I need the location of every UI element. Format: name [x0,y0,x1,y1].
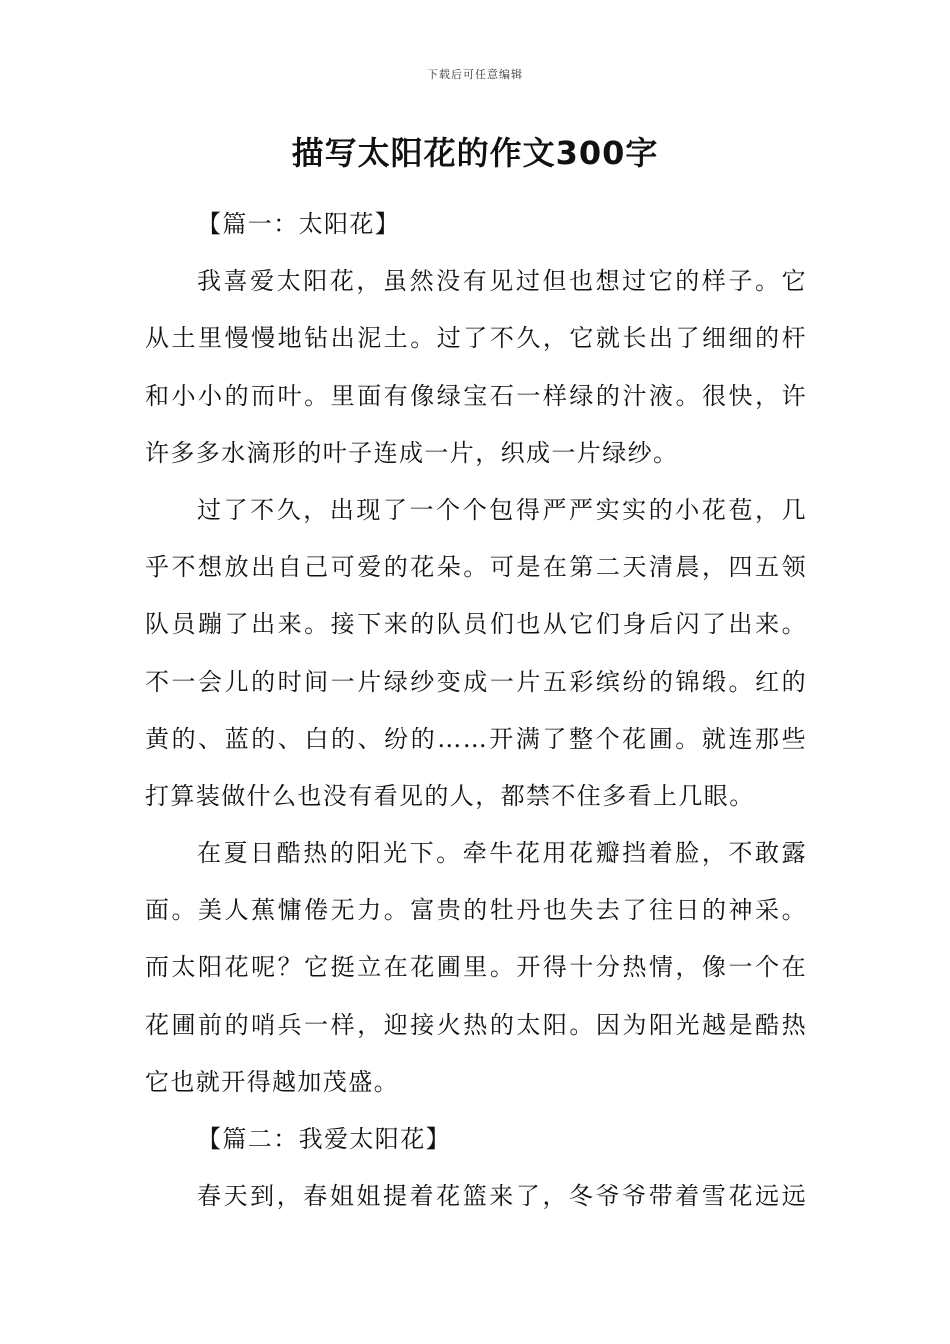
essay-body [145,196,807,1225]
text-line: 【篇一：太阳花】 [197,210,401,238]
text-line: 从土里慢慢地钻出泥土。过了不久，它就长出了细细的杆 [145,324,807,353]
text-line: 我喜爱太阳花，虽然没有见过但也想过它的样子。它 [197,267,807,296]
header-note: 下载后可任意编辑 [427,68,523,81]
text-line: 而太阳花呢？它挺立在花圃里。开得十分热情，像一个在 [145,953,807,982]
text-line: 花圃前的哨兵一样，迎接火热的太阳。因为阳光越是酷热 [145,1010,807,1039]
text-line: 打算装做什么也没有看见的人，都禁不住多看上几眼。 [145,781,755,810]
text-line: 队员蹦了出来。接下来的队员们也从它们身后闪了出来。 [145,610,807,639]
text-line: 春天到，春姐姐提着花篮来了，冬爷爷带着雪花远远 [197,1182,807,1211]
text-line: 和小小的而叶。里面有像绿宝石一样绿的汁液。很快，许 [145,381,807,410]
text-line: 【篇二：我爱太阳花】 [197,1125,451,1153]
text-line: 它也就开得越加茂盛。 [145,1067,399,1096]
text-line: 乎不想放出自己可爱的花朵。可是在第二天清晨，四五领 [145,553,807,582]
text-line: 在夏日酷热的阳光下。牵牛花用花瓣挡着脸，不敢露 [197,839,807,868]
text-line: 许多多水滴形的叶子连成一片，织成一片绿纱。 [145,438,679,467]
text-line: 过了不久，出现了一个个包得严严实实的小花苞，几 [197,495,807,524]
text-line: 不一会儿的时间一片绿纱变成一片五彩缤纷的锦缎。红的 [145,667,807,696]
text-line: 面。美人蕉慵倦无力。富贵的牡丹也失去了往日的神采。 [145,896,807,925]
document-title: 描写太阳花的作文300字 [291,134,659,172]
text-line: 黄的、蓝的、白的、纷的……开满了整个花圃。就连那些 [145,724,807,753]
